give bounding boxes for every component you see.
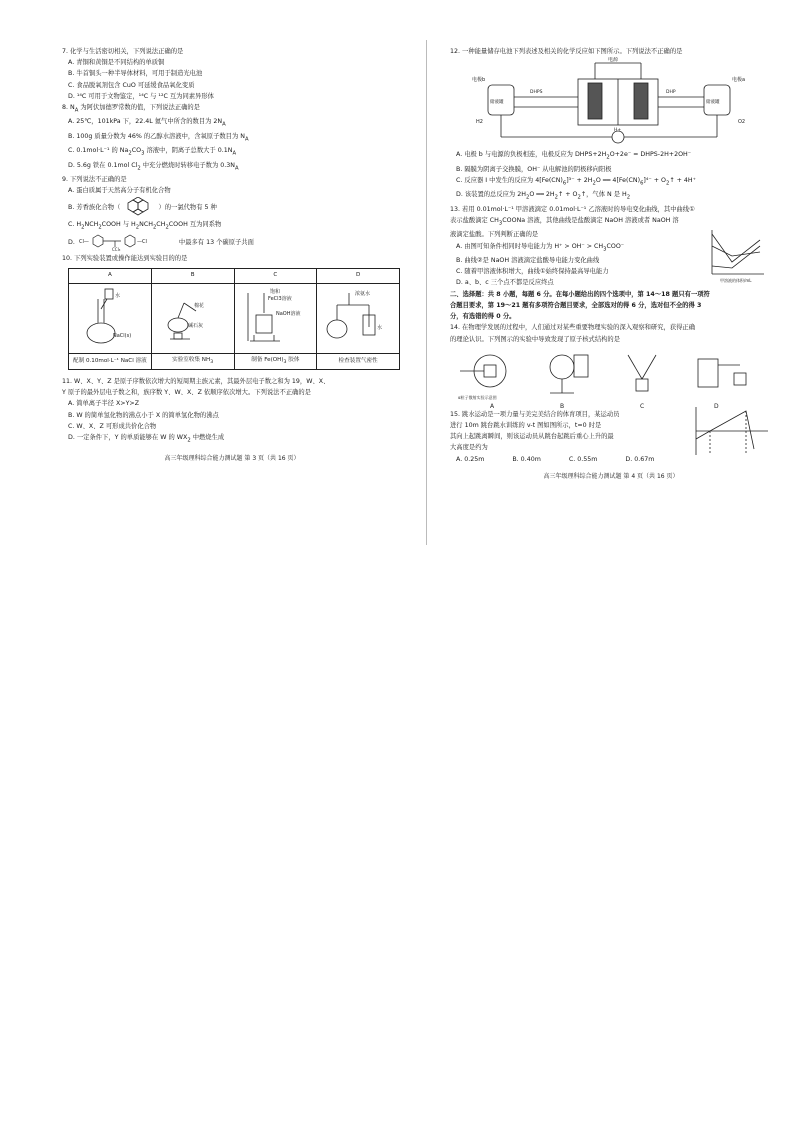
q10-header-a: A <box>69 269 152 283</box>
q12-option-a: A. 电极 b 与电源的负极相连，电极反应为 $DHPS+2H_2O+2e^-$ = DHPS-2H+2OH⁻ <box>456 151 692 161</box>
left-page-column <box>62 46 402 464</box>
q14-stem-2: 的理论认识。下列图示的实验中导致发现了原子核式结构的是 <box>450 335 621 343</box>
q10-c-saturated-label: 饱和 <box>270 288 281 295</box>
ddt-structure-figure <box>77 233 177 251</box>
q10-d-water-label: 水 <box>377 324 383 331</box>
section-2-line-2: 合题目要求，第 19～21 题有多项符合题目要求，全部选对的得 6 分，选对但不全的得 3 <box>450 301 702 309</box>
q7-stem: 7. 化学与生活密切相关，下列说法正确的是 <box>62 48 184 55</box>
svg-text:CCl₃: CCl₃ <box>111 247 121 252</box>
q10-c-fecl3-label: FeCl3溶液 <box>268 295 293 302</box>
q15-option-c: C. 0.55m <box>568 455 598 463</box>
q11-option-b: B. W 的简单氢化物的沸点小于 X 的简单氢化物的沸点 <box>68 411 219 419</box>
q14-experiment-figures <box>450 345 760 409</box>
q10-a-nacl-label: NaCl(s) <box>112 332 132 339</box>
q12-h2-label: H2 <box>476 119 483 126</box>
airtightness-check-figure <box>319 285 397 347</box>
q12-option-b: B. 隔膜为阴离子交换膜，OH⁻ 从电解池的阴极移向阳极 <box>456 165 612 173</box>
question-15 <box>450 409 772 465</box>
q9-option-a: A. 蛋白质属于天然高分子有机化合物 <box>68 187 171 195</box>
q10-header-row <box>69 269 400 283</box>
q12-electrode-b-label: 电极b <box>472 77 486 84</box>
q10-caption-d: 检查装置气密性 <box>317 353 400 369</box>
q13-option-a: A. 由图可知条件相同时导电能力为 $H^+ > OH^- > CH_3COO^-$ <box>456 242 625 252</box>
battery-storage-diagram <box>468 57 768 149</box>
q12-dhps-label: DHPS <box>530 90 543 96</box>
q8-option-c: C. 0.1mol·L⁻¹ 的 $Na_2CO_3$ 溶液中，阴离子总数大于 $0.1N_A$ <box>68 147 237 157</box>
q13-option-b: B. 曲线②是 NaOH 溶液滴定盐酸导电能力变化曲线 <box>456 257 600 265</box>
q12-power-label: 电源 <box>608 57 619 64</box>
q8-option-b: B. 100g 质量分数为 46% 的乙醇水溶液中，含氧原子数目为 $N_A$ <box>68 132 249 143</box>
q13-option-c: C. 随着甲溶液体积增大，曲线①始终保持最高导电能力 <box>456 268 609 276</box>
q10-figure-b <box>151 283 234 353</box>
q12-proton-label: H+ <box>614 128 622 134</box>
q12-option-d: D. 该装置的总反应为 $2H_2O$ ══ $2H_2↑$ + $O_2↑$，气体 N 是 $H_2$ <box>456 191 631 201</box>
q10-header-c: C <box>234 269 317 283</box>
q13-stem-3: 液滴定盐酸。下列判断正确的是 <box>450 231 539 239</box>
q11-stem: 11. W、X、Y、Z 是原子序数依次增大的短周期主族元素，其最外层电子数之和为 19，W、X、 <box>62 378 330 386</box>
q7-option-a: A. 青铜和黄铜是不同结构的单质铜 <box>68 59 165 67</box>
conductivity-graph <box>706 226 768 284</box>
question-7 <box>62 46 402 102</box>
section-2-line-3: 分，有选错的得 0 分。 <box>450 313 516 321</box>
q14-alpha-scatter-label: α粒子散射实验示意图 <box>458 394 497 400</box>
q15-stem: 15. 跳水运动是一项力量与美完美结合的体育项目，某运动员 <box>450 410 620 418</box>
q10-figure-row <box>69 283 400 353</box>
q8-stem: 8. $N_A$ 为阿伏加德罗常数的值，下列说法正确的是 <box>62 104 200 114</box>
q9-option-b-suffix: ）的一氯代物有 5 种 <box>158 203 217 211</box>
q10-figure-d <box>317 283 400 353</box>
q13-graph-xlabel: 甲溶液的体积/mL <box>720 277 752 283</box>
q11-option-a: A. 简单离子半径 X>Y>Z <box>68 400 140 408</box>
q14-letter-c: C <box>640 402 645 409</box>
q12-option-c: C. 反应器 I 中发生的反应为 $4[Fe(CN)_6]^{3-} + 2H_2O$ ══ $4[Fe(CN)_6]^{4-}$ + $O_2↑ + 4H^+$ <box>456 176 696 187</box>
q9-option-d <box>62 233 402 253</box>
q12-electrode-a-label: 电极a <box>732 77 746 84</box>
q13-stem: 13. 若用 0.01mol·L⁻¹ 甲溶液滴定 0.01mol·L⁻¹ 乙溶液时的导电变化曲线，其中曲线① <box>450 205 695 213</box>
question-13 <box>450 204 772 289</box>
q7-option-b: B. 牛首铜头一种半导体材料，可用于制造光电池 <box>68 70 203 78</box>
q9-option-c: C. $H_2NCH_2COOH$ 与 $H_2NCH_2CH_2COOH$ 互为同系物 <box>68 220 222 230</box>
gas-collection-figure <box>154 285 232 347</box>
q10-stem: 10. 下列实验装置或操作能达到实验目的的是 <box>62 255 188 263</box>
section-2-header <box>450 289 772 323</box>
q15-stem-3: 其向上起跳离瞬间，则该运动员从跳台起跳后重心上升的最 <box>450 433 614 441</box>
pyrene-structure-figure <box>122 197 156 217</box>
right-page-column <box>450 46 772 482</box>
q11-option-d: D. 一定条件下，Y 的单质能够在 W 的 $WX_2$ 中燃烧生成 <box>68 434 225 444</box>
q8-option-d: D. 5.6g 铁在 0.1mol $Cl_2$ 中充分燃烧时转移电子数为 $0.3N_A$ <box>68 161 239 172</box>
left-page-footer: 高三年级理科综合能力测试题 第 3 页（共 16 页） <box>164 454 300 462</box>
q10-figure-a <box>69 283 152 353</box>
q10-caption-c: 制备 $Fe(OH)_3$ 胶体 <box>234 353 317 369</box>
question-11 <box>62 376 402 446</box>
q15-stem-2: 进行 10m 跳台跳水训练的 v-t 图如图所示，t=0 时是 <box>450 421 602 429</box>
svg-text:—Cl: —Cl <box>136 239 147 246</box>
q14-stem: 14. 在物理学发展的过程中，人们通过对某些重要物理实验的深入观察和研究，获得正确 <box>450 324 696 332</box>
section-2-line-1: 二、选择题：共 8 小题，每题 6 分。在每小题给出的四个选项中，第 14～18 题只有一项符 <box>450 290 710 298</box>
q14-letter-d: D <box>714 402 719 409</box>
q11-option-c: C. W、X、Z 可形成共价化合物 <box>68 422 157 430</box>
q12-o2-label: O2 <box>738 119 746 126</box>
svg-text:Cl—: Cl— <box>78 239 89 246</box>
q14-letter-a: A <box>490 402 495 409</box>
q11-stem-2: Y 原子的最外层电子数之和，族序数 Y、W、X、Z 依顺序依次增大。下列说法不正确的是 <box>62 389 311 397</box>
volumetric-flask-figure <box>71 285 149 347</box>
q9-option-d-suffix: 中最多有 13 个碳原子共面 <box>178 239 254 247</box>
q13-option-d: D. a、b、c 三个点不都是反应终点 <box>456 279 554 287</box>
q10-a-water-label: 水 <box>114 292 120 299</box>
q13-stem-2: 表示盐酸滴定 $CH_3COONa$ 溶液，其他曲线是盐酸滴定 NaOH 溶液或者 NaOH 溶 <box>450 216 679 227</box>
question-12 <box>450 46 772 204</box>
q10-experiment-table <box>68 268 400 370</box>
column-divider <box>426 40 427 545</box>
q9-option-b-prefix: B. 芳香族化合物（ <box>68 203 121 211</box>
q7-option-d: D. ¹⁴C 可用于文物鉴定，¹⁴C 与 ¹²C 互为同素异形体 <box>68 92 214 100</box>
q14-letter-b: B <box>560 402 565 409</box>
q10-d-ammonia-label: 浓氨水 <box>355 290 371 297</box>
q10-caption-a: 配制 0.10mol·L⁻¹ NaCl 溶液 <box>69 353 152 369</box>
q9-option-b <box>62 197 402 219</box>
fe-oh3-colloid-figure <box>236 285 314 347</box>
q12-tank-right-label: 储液罐 <box>706 100 720 106</box>
q10-b-sodalime-label: 碱石灰 <box>187 322 203 329</box>
velocity-time-graph <box>690 402 770 459</box>
q10-header-b: B <box>151 269 234 283</box>
q9-stem: 9. 下列说法不正确的是 <box>62 176 127 184</box>
q10-caption-b: 实验室收集 $NH_3$ <box>151 353 234 369</box>
q15-option-b: B. 0.40m <box>512 455 541 463</box>
q10-b-cotton-label: 棉花 <box>193 302 204 309</box>
question-14 <box>450 322 772 408</box>
q9-option-d-prefix: D. <box>68 239 75 247</box>
q15-option-d: D. 0.67m <box>625 455 655 463</box>
q10-header-d: D <box>317 269 400 283</box>
q15-option-a: A. 0.25m <box>456 455 485 463</box>
q15-stem-4: 大高度是约为 <box>450 444 488 452</box>
q7-option-c: C. 食品脱氧剂包含 CuO 可延缓食品氧化变质 <box>68 81 195 89</box>
question-9 <box>62 174 402 253</box>
q12-tank-left-label: 储液罐 <box>490 100 504 106</box>
q10-caption-row <box>69 353 400 369</box>
q12-dhp-label: DHP <box>666 90 676 96</box>
q10-c-naoh-label: NaOH溶液 <box>276 310 301 317</box>
question-8 <box>62 102 402 174</box>
q10-figure-c <box>234 283 317 353</box>
q8-option-a: A. 25℃，101kPa 下，22.4L 氦气中所含的数目为 $2N_A$ <box>68 118 226 128</box>
right-page-footer: 高三年级理科综合能力测试题 第 4 页（共 16 页） <box>543 472 679 480</box>
question-10 <box>62 253 402 370</box>
q12-stem: 12. 一种能量储存电池下列表述及相关的化学反应如下图所示。下列说法不正确的是 <box>450 48 683 55</box>
